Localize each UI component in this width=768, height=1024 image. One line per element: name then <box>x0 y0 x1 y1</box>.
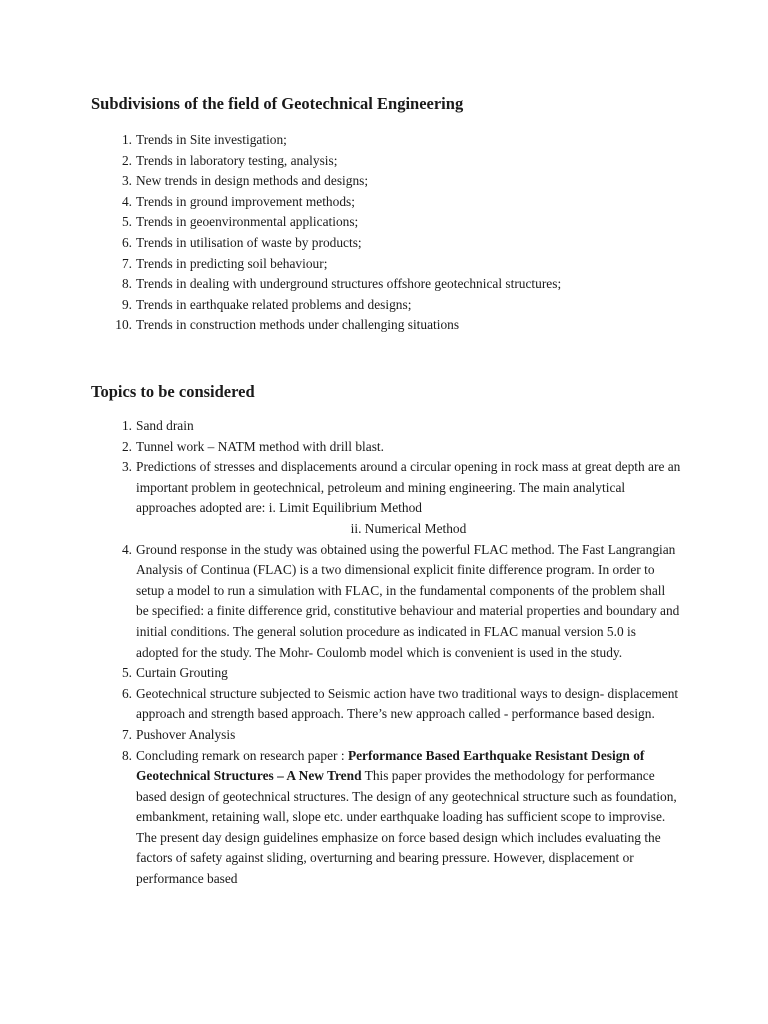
list-item <box>0 130 768 151</box>
list-item <box>0 233 768 254</box>
item-number: 2. <box>121 438 132 454</box>
item-text: Trends in dealing with underground structures offshore geotechnical structures; <box>136 276 562 292</box>
item-number: 2. <box>121 152 132 168</box>
item-text: Trends in predicting soil behaviour; <box>136 255 328 271</box>
item-text: Sand drain <box>136 418 194 433</box>
item-text: Trends in ground improvement methods; <box>136 193 355 209</box>
item-number: 4. <box>121 541 132 557</box>
section-heading-subdivisions: Subdivisions of the field of Geotechnical Engineering <box>91 94 464 113</box>
item-number: 6. <box>121 685 132 701</box>
paper-title: Performance Based Earthquake Resistant Design of Geotechnical Structures – A New Trend <box>136 747 645 784</box>
item-number: 6. <box>121 234 132 250</box>
item-text: Trends in earthquake related problems and designs; <box>136 296 412 312</box>
list-item <box>0 274 768 295</box>
item-number: 1. <box>121 132 132 147</box>
item-text: Pushover Analysis <box>136 726 236 742</box>
list-item <box>0 684 768 725</box>
item-number: 3. <box>121 459 132 475</box>
item-number: 5. <box>121 214 132 230</box>
list-item <box>0 437 768 458</box>
item-number: 9. <box>121 296 132 312</box>
section-heading-topics: Topics to be considered <box>91 382 255 401</box>
item-text: Curtain Grouting <box>136 665 228 681</box>
item-number: 3. <box>121 173 132 189</box>
item-text: Predictions of stresses and displacements around a circular opening in rock mass at great depth are an important problem in geotechnical, petroleum and mining engineering. The main analytical approaches adopted are: i. Limit Equilibrium Method <box>136 459 681 516</box>
list-item <box>0 746 768 890</box>
item-text: Concluding remark on research paper : <box>136 747 348 763</box>
item-text: Trends in laboratory testing, analysis; <box>136 152 338 168</box>
item-number: 8. <box>121 747 132 763</box>
list-item <box>0 295 768 316</box>
item-text: Ground response in the study was obtained using the powerful FLAC method. The Fast Langrangian Analysis of Continua (FLAC) is a two dimensional explicit finite difference program. In order to setup a model to run a simulation with FLAC, in the fundamental components of the problem shall be specified: a finite difference grid, constitutive behaviour and material properties and boundary and initial conditions. The general solution procedure as indicated in FLAC manual version 5.0 is adopted for the study. The Mohr- Coulomb model which is convenient is used in the study. <box>136 541 680 660</box>
item-text-wrap <box>136 457 681 539</box>
item-number: 7. <box>121 255 132 271</box>
item-text-wrap <box>136 746 681 890</box>
list-item <box>0 151 768 172</box>
item-text: Trends in Site investigation; <box>136 132 287 147</box>
item-number: 5. <box>121 665 132 681</box>
item-text: Trends in geoenvironmental applications; <box>136 214 359 230</box>
list-item <box>0 254 768 275</box>
item-number: 8. <box>121 276 132 292</box>
topics-list <box>0 416 768 890</box>
item-number: 4. <box>121 193 132 209</box>
list-item <box>0 315 768 336</box>
list-item <box>0 212 768 233</box>
list-item <box>0 725 768 746</box>
list-item <box>0 416 768 437</box>
item-number: 1. <box>121 418 132 433</box>
item-number: 10. <box>115 317 132 333</box>
item-number: 7. <box>121 726 132 742</box>
item-text: Trends in utilisation of waste by products; <box>136 234 362 250</box>
list-item <box>0 457 768 539</box>
item-text: Tunnel work – NATM method with drill blast. <box>136 438 384 454</box>
list-item <box>0 192 768 213</box>
list-item <box>0 663 768 684</box>
item-text: New trends in design methods and designs; <box>136 173 369 189</box>
item-text: Trends in construction methods under challenging situations <box>136 317 460 333</box>
subdivisions-list <box>0 130 768 336</box>
item-text-continued: This paper provides the methodology for performance based design of geotechnical structures. The design of any geotechnical structure such as foundation, embankment, retaining wall, slope etc. under earthquake loading has sufficient scope to improvise. The present day design guidelines emphasize on force based design which includes evaluating the factors of safety against sliding, overturning and bearing pressure. However, displacement or performance based <box>136 768 677 887</box>
list-item <box>0 540 768 664</box>
item-subpoint: ii. Numerical Method <box>350 520 467 536</box>
list-item <box>0 171 768 192</box>
item-text: Geotechnical structure subjected to Seismic action have two traditional ways to design- displacement approach and strength based approach. There’s new approach called - performance based design. <box>136 685 679 722</box>
